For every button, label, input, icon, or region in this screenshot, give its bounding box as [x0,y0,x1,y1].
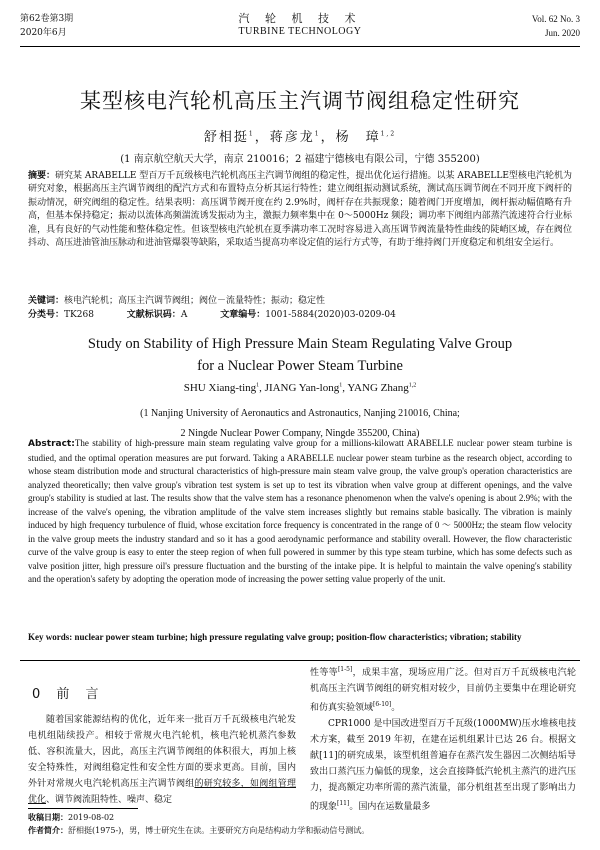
body-column-left [28,712,296,808]
title-en-line1: Study on Stability of High Pressure Main Steam Regulating Valve Group [87,336,513,352]
affiliation-en-line2: 2 Ningde Nuclear Power Company, Ningde 355200, China) [180,428,420,439]
date-en: Jun. 2020 [544,28,580,38]
received-value: 2019-08-02 [68,813,115,822]
author-bio-label: 作者简介： [28,826,68,835]
journal-name-cn: 汽 轮 机 技 术 [238,12,362,25]
paragraph [310,662,576,716]
paragraph-text: ，成果丰富，现场应用广泛。但对百万千瓦级核电汽轮机高压主汽调节阀组的研究相对较少，目前仍主要集中在理论研究和仿真实验领域 [310,668,576,713]
keywords-text-cn: 核电汽轮机；高压主汽调节阀组；阀位－流量特性；振动；稳定性 [64,296,326,306]
paper-title-en [20,333,580,377]
author-sup-en: 1 [256,382,260,389]
date-cn: 2020年6月 [20,28,67,38]
paragraph-text: 。国内在运数量最多 [349,802,431,812]
author-sup: 1,2 [380,130,397,138]
paper-title-cn: 某型核电汽轮机高压主汽调节阀组稳定性研究 [80,89,520,113]
underlined-text: 的研究较多，如阀组管理优化 [28,779,296,805]
author-name-en: SHU Xiang-ting [183,382,257,394]
author-sup-en: 1,2 [408,382,417,389]
author-sup: 1 [314,130,321,138]
volume-issue-cn: 第62卷第3期 [20,14,74,24]
abstract-text-cn: 研究某 ARABELLE 型百万千瓦级核电汽轮机高压主汽调节阀组的稳定性，提出优化运行措施。以某 ARABELLE型核电汽轮机为研究对象，根据高压主汽调节阀组的配汽方式和布置特点分析其运行特性；建立阀组振动测试系统，测试高压调节阀在不同开度下阀杆的振动情况，研究阀组的稳定性。结果表明：高压调节阀开度在约 2.9%时，阀杆存在共振现象；随着阀门开度增加，阀杆振动幅值略有升高，但基本保持稳定；振动以流体高频湍流诱发振动为主，激振力频率集中在 0～5000Hz 频段；调功率下阀组内部蒸汽流速符合行业标准，具有良好的气动性能和整体稳定性。但该型核电汽轮机在夏季满功率工况时容易进入高压调节阀流量特性曲线的陡峭区域，存在阀位抖动、高压进油管油压脉动和进油管爆裂等缺陷，采取适当提高功率设定值的运行方式等，有助于维持阀门开度稳定和机组安全运行。 [28,171,572,249]
class-value: TK268 [64,310,94,320]
article-no-label: 文章编号： [220,310,266,320]
paragraph-text: 。 [391,703,401,713]
footnotes [28,811,580,837]
running-header [20,8,580,47]
author-name: 杨 璋 [335,130,381,145]
abstract-label-cn: 摘要： [28,171,56,181]
abstract-label-en: Abstract: [28,439,75,449]
author-name-en: YANG Zhang [347,382,409,394]
doc-code-label: 文献标识码： [126,310,181,320]
citation: [11] [337,800,350,807]
received-date [28,811,580,824]
header-right [532,12,580,40]
keywords-label-en: Key words: [28,632,73,642]
body-column-right [310,662,576,815]
keywords-cn [28,295,572,308]
doc-code-value: A [180,310,188,320]
citation: [1-5] [337,666,353,673]
author-bio-text: 舒相挺(1975-)，男，博士研究生在读。主要研究方向是结构动力学和振动信号测试。 [68,826,370,835]
divider [20,660,580,661]
footnote-rule [28,808,138,809]
section-heading [32,683,105,702]
author-separator: ， [320,130,336,145]
section-number: 0 [32,687,47,702]
citation: [6-10] [373,701,392,708]
title-en-line2: for a Nuclear Power Steam Turbine [197,358,403,374]
author-name: 舒相挺 [203,130,249,145]
affiliation-cn: (1 南京航空航天大学，南京 210016；2 福建宁德核电有限公司，宁德 355200) [120,154,480,165]
section-title: 前 言 [56,687,105,702]
paragraph [28,712,296,808]
keywords-en [28,630,572,644]
author-name: 蒋彦龙 [269,130,315,145]
class-label: 分类号： [28,310,65,320]
author-bio [28,824,580,837]
author-separator-en: , [342,382,348,394]
received-label: 收稿日期： [28,813,68,822]
article-no-value: 1001-5884(2020)03-0209-04 [265,310,396,320]
paragraph-text: 性等等 [310,668,338,678]
volume-issue-en: Vol. 62 No. 3 [531,14,580,24]
paragraph-text: CPR1000 是中国改进型百万千瓦级(1000MW)压水堆核电技术方案，截至 2019 年初，在建在运机组累计已达 26 台。根据文献[11]的研究成果，该型机组普遍存在蒸汽发生器因二次侧结垢导致出口蒸汽压力偏低的现象，这会直接降低汽轮机主蒸汽的进汽压力，提高额定功率所需的蒸汽流量，部分机组甚至出现了影响出力的现象 [310,719,576,812]
abstract-cn [28,170,572,250]
header-center [20,10,580,37]
author-separator-en: , [259,382,265,394]
paragraph-text: 随着国家能源结构的优化，近年来一批百万千瓦级核电汽轮发电机组陆续投产。相较于常规火电汽轮机，核电汽轮机蒸汽参数低、容积流量大，因此，高压主汽调节阀组的体积很大，再加上核安全特殊性，对阀组稳定性和安全性方面的要求更高。目前，国内外针对常规火电汽轮机高压主汽调节阀组 [28,715,296,789]
keywords-text-en: nuclear power steam turbine; high pressure regulating valve group; position-flow characteristics; vibration; stability [74,632,522,642]
authors-en [20,382,580,394]
author-name-en: JIANG Yan-long [264,382,340,394]
journal-name-en: TURBINE TECHNOLOGY [238,26,362,37]
paragraph [310,716,576,815]
keywords-label-cn: 关键词： [28,296,65,306]
abstract-text-en: The stability of high-pressure main steam regulating valve group for a millions-kilowatt ARABELLE nuclear power steam turbine is studied, and the optimal operation measures are put forward. Taking a ARABELLE nuclear power steam turbine as the research object, according to whose steam distribution mode and structural characteristics of high-pressure main steam valve group, the valve group's operation characteristics are analyzed theoretically; then valve group's vibration test system is set up to test its vibration when valve group at different openings, and the valve group's stability is studied at last. The results show that the valve stem has a resonance phenomenon when the valve's opening is about 2.9%; with the increase of the valve's opening, the vibration amplitude of the valve stem increases slightly but remains stable basically. The vibration is mainly induced by high frequency turbulence of fluid, whose excitation force frequency is concentrated in the range of 0 ～ 5000Hz; the steam flow velocity in the valve group meets the industry standard and so it has a good aerodynamic performance and stability overall. However, the flow characteristic curve of the valve group is easy to enter the steep region of when full powered in summer by this type steam turbine, which has some defects such as valve position jitter, high pressure oil's pressure fluctuation and the bursting of the intake pipe. It is helpful to maintain the valve opening's stability and the operation's safety by adopting the operation mode of increasing the power setting value properly of the unit. [28,438,572,584]
abstract-en [28,437,572,587]
author-separator: ， [254,130,270,145]
author-sup: 1 [248,130,255,138]
classification-line [28,309,572,322]
authors-cn [20,126,580,145]
affiliation-en-line1: (1 Nanjing University of Aeronautics and Astronautics, Nanjing 210016, China; [140,408,460,419]
paragraph-text: 、调节阀流阻特性、噪声、稳定 [46,795,173,805]
author-sup-en: 1 [339,382,343,389]
